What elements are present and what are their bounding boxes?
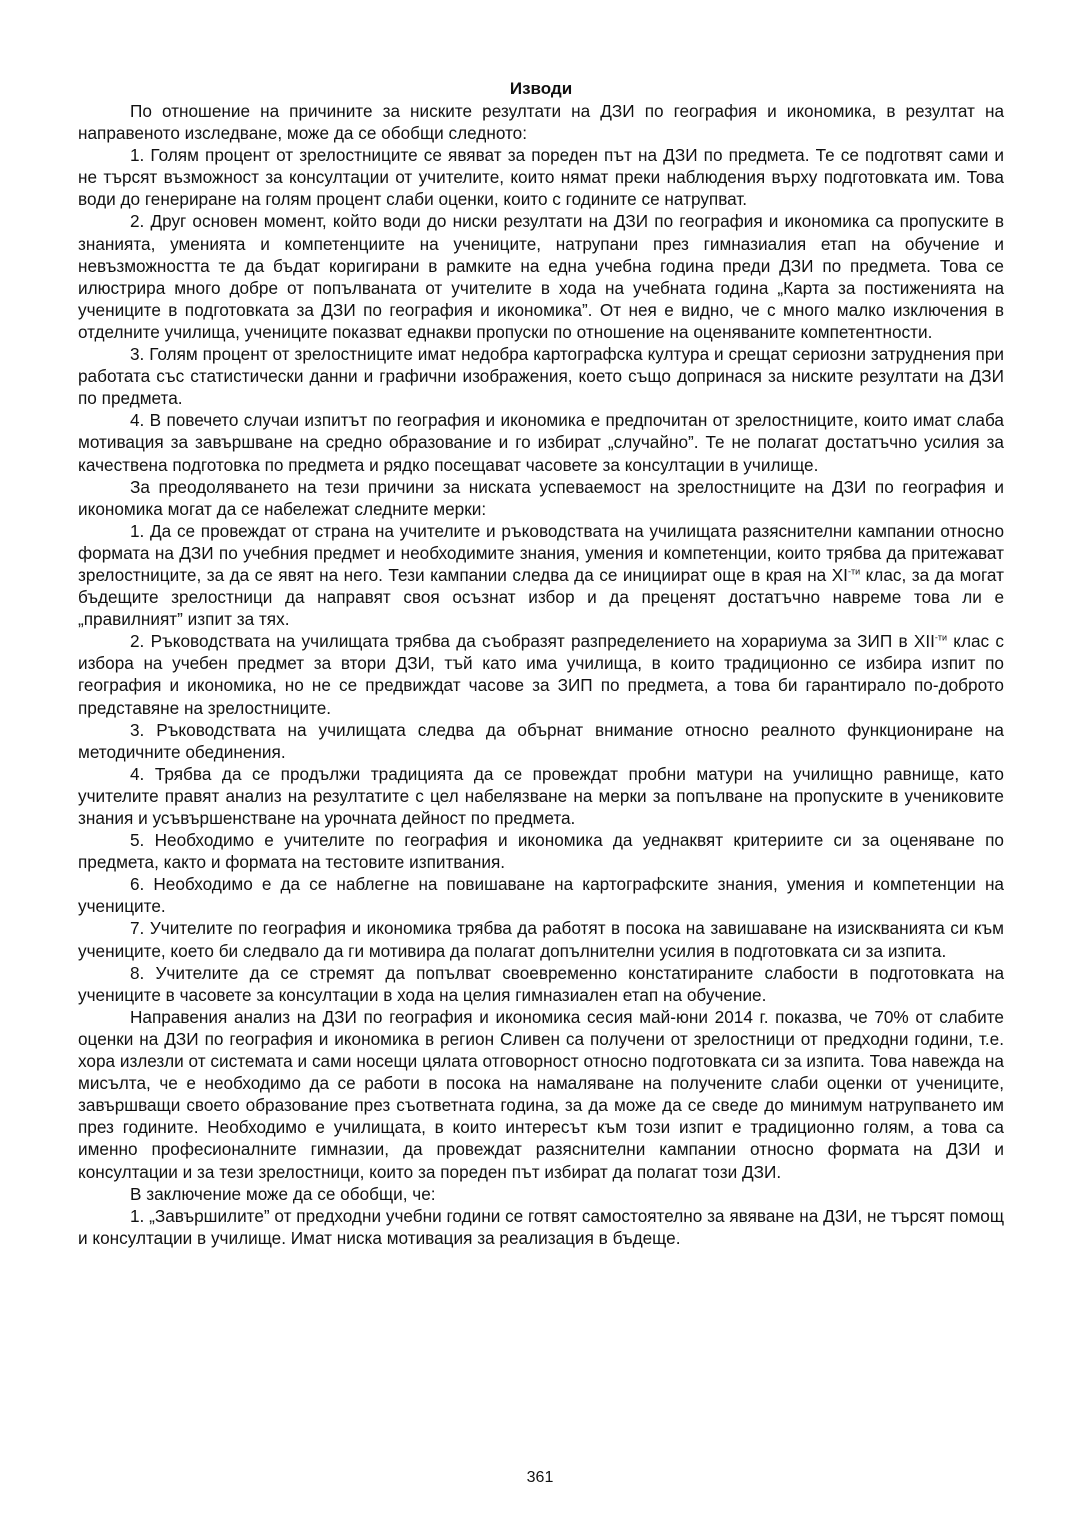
paragraph-measure-3: 3. Ръководствата на училищата следва да обърнат внимание относно реалното функциониране на методичните обединения.: [78, 719, 1004, 762]
measure-2-continuation: клас с избора на учебен предмет за втори ДЗИ, тъй като има училища, в които традиционно се избира изпит по география и икономика, но не се предвиждат часове за ЗИП по предмета, а това би гарантирало по-доброто представяне на зрелостниците.: [78, 631, 1004, 718]
paragraph-measure-2: [78, 630, 1004, 718]
paragraph-reason-1: 1. Голям процент от зрелостниците се явяват за пореден път на ДЗИ по предмета. Те се подготвят сами и не търсят възможност за консултации от учителите, които нямат преки наблюдения върху подготовката им. Това води до генериране на голям процент слаби оценки, които с годините се натрупват.: [78, 145, 1004, 210]
paragraph-measure-4: 4. Трябва да се продължи традицията да се провеждат пробни матури на училищно равнище, като учителите правят анализ на резултатите с цел набелязване на мерки за попълване на пропуските в учениковите знания и усъвършенстване на урочната дейност по предмета.: [78, 763, 1004, 828]
measure-2-superscript: -ти: [934, 632, 948, 643]
paragraph-analysis: Направения анализ на ДЗИ по география и икономика сесия май-юни 2014 г. показва, че 70% от слабите оценки на ДЗИ по география и икономика в регион Сливен са получени от зрелостници от предходни години, т.е. хора излезли от системата и сами носещи цялата отговорност относно подготовката си за изпита. Това навежда на мисълта, че е необходимо да се работи в посока на намаляване на получените слаби оценки от учениците, завършващи своето образование през съответната година, за да може да се сведе до минимум натрупването им през годините. Необходимо е училищата, в които интересът към този изпит е традиционно голям, а това са именно професионалните гимназии, да провеждат разяснителни кампании относно формата на ДЗИ и консултации и за тези зрелостници, които за пореден път избират да полагат този ДЗИ.: [78, 1006, 1004, 1182]
paragraph-measure-1: [78, 520, 1004, 630]
paragraph-measures-intro: За преодоляването на тези причини за ниската успеваемост на зрелостниците на ДЗИ по география и икономика могат да се набележат следните мерки:: [78, 476, 1004, 519]
page-number: 361: [526, 1469, 554, 1486]
paragraph-measure-6: 6. Необходимо е да се наблегне на повишаване на картографските знания, умения и компетенции на учениците.: [78, 874, 1004, 917]
paragraph-measure-8: 8. Учителите да се стремят да попълват своевременно констатираните слабости в подготовката на учениците в часовете за консултации в хода на целия гимназиален етап на обучение.: [78, 962, 1004, 1005]
paragraph-reason-2: 2. Друг основен момент, който води до ниски резултати на ДЗИ по география и икономика са пропуските в знанията, уменията и компетенциите на учениците, натрупани през гимназиалия етап на обучение и невъзможността те да бъдат коригирани в рамките на една учебна година преди ДЗИ по предмета. Това се илюстрира много добре от попълваната от учителите в хода на учебната година „Карта за постиженията на учениците в подготовката за ДЗИ по география и икономика”. От нея е видно, че с много малко изключения в отделните училища, учениците показват еднакви пропуски по отношение на оценяваните компетентности.: [78, 211, 1004, 342]
paragraph-measure-7: 7. Учителите по география и икономика трябва да работят в посока на завишаване на изискванията си към учениците, което би следвало да ги мотивира да полагат допълнителни усилия в подготовката си за изпита.: [78, 918, 1004, 961]
paragraph-conclusion-1: 1. „Завършилите” от предходни учебни години се готвят самостоятелно за явяване на ДЗИ, не търсят помощ и консултации в училище. Имат ниска мотивация за реализация в бъдеще.: [78, 1205, 1004, 1248]
paragraph-conclusion-intro: В заключение може да се обобщи, че:: [130, 1183, 436, 1204]
measure-1-superscript: -ти: [847, 566, 861, 577]
paragraph-reason-4: 4. В повечето случаи изпитът по география и икономика е предпочитан от зрелостниците, които имат слаба мотивация за завършване на средно образование и го избират „случайно”. Те не полагат достатъчно усилия за качествена подготовка по предмета и рядко посещават часовете за консултации в училище.: [78, 410, 1004, 475]
paragraph-measure-5: 5. Необходимо е учителите по география и икономика да уеднаквят критериите си за оценяване по предмета, както и формата на тестовите изпитвания.: [78, 830, 1004, 873]
paragraph-reason-3: 3. Голям процент от зрелостниците имат недобра картографска култура и срещат сериозни затруднения при работата със статистически данни и графични изображения, което също допринася за ниските резултати на ДЗИ по предмета.: [78, 344, 1004, 409]
measure-1-text: 1. Да се провеждат от страна на учителите и ръководствата на училищата разяснителни кампании относно формата на ДЗИ по учебния предмет и необходимите знания, умения и компетенции, които трябва да притежават зрелостниците, за да се явят на него. Тези кампании следва да се инициират още в края на XI: [78, 520, 1004, 585]
paragraph-intro: По отношение на причините за ниските резултати на ДЗИ по география и икономика, в резултат на направеното изследване, може да се обобщи следното:: [78, 101, 1004, 144]
measure-1-continuation: клас, за да могат бъдещите зрелостници да направят своя осъзнат избор и да преценят достатъчно навреме това ли е „правилният” изпит за тях.: [78, 564, 1004, 630]
measure-2-text: 2. Ръководствата на училищата трябва да съобразят разпределението на хорариума за ЗИП в XII: [130, 631, 935, 652]
section-title: Изводи: [509, 79, 573, 98]
page-content: [78, 78, 1004, 1249]
